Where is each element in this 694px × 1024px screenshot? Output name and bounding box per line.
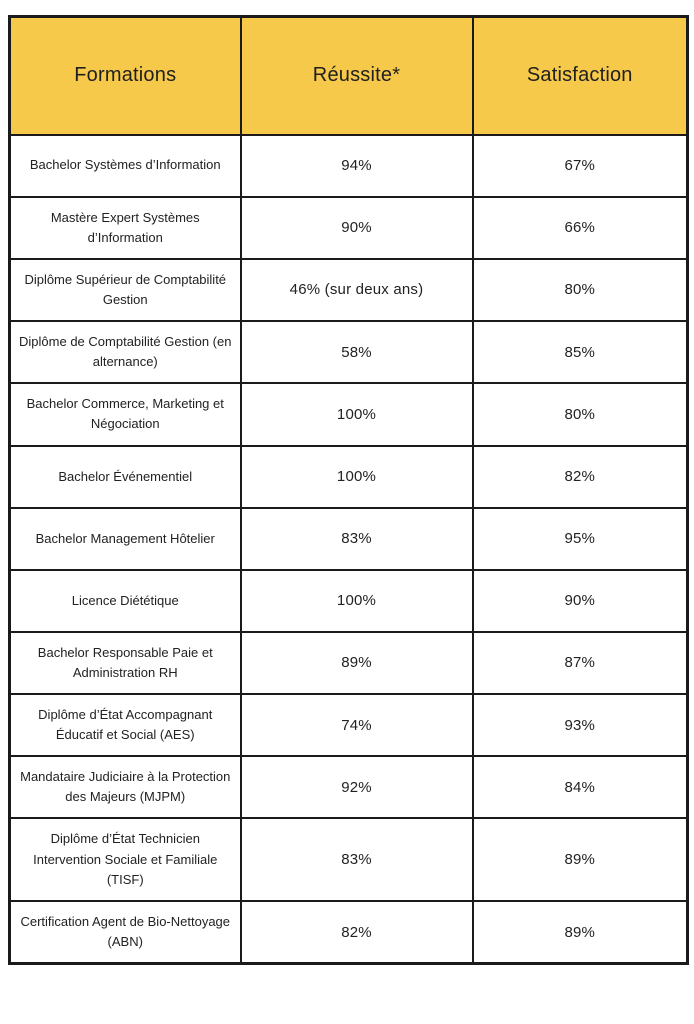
reussite-cell: 94% (241, 135, 473, 197)
table-row (10, 632, 688, 694)
formation-cell: Mastère Expert Systèmes d’Information (10, 197, 241, 259)
satisfaction-cell: 87% (473, 632, 688, 694)
satisfaction-cell: 85% (473, 321, 688, 383)
satisfaction-cell: 80% (473, 259, 688, 321)
column-header-formations: Formations (10, 17, 241, 135)
table-row (10, 508, 688, 570)
formation-cell: Diplôme Supérieur de Comptabilité Gestion (10, 259, 241, 321)
table-row (10, 383, 688, 445)
reussite-cell: 100% (241, 383, 473, 445)
table-header (10, 17, 688, 135)
reussite-cell: 82% (241, 901, 473, 964)
reussite-cell: 100% (241, 570, 473, 632)
table-row (10, 901, 688, 964)
table-row (10, 570, 688, 632)
table-row (10, 756, 688, 818)
satisfaction-cell: 66% (473, 197, 688, 259)
formation-cell: Licence Diététique (10, 570, 241, 632)
satisfaction-cell: 84% (473, 756, 688, 818)
formation-cell: Bachelor Événementiel (10, 446, 241, 508)
reussite-cell: 90% (241, 197, 473, 259)
formation-cell: Diplôme d’État Accompagnant Éducatif et Social (AES) (10, 694, 241, 756)
reussite-cell: 46% (sur deux ans) (241, 259, 473, 321)
table-body (10, 135, 688, 964)
formation-cell: Bachelor Management Hôtelier (10, 508, 241, 570)
formation-cell: Certification Agent de Bio-Nettoyage (ABN) (10, 901, 241, 964)
formation-cell: Mandataire Judiciaire à la Protection des Majeurs (MJPM) (10, 756, 241, 818)
satisfaction-cell: 89% (473, 901, 688, 964)
reussite-cell: 89% (241, 632, 473, 694)
table-row (10, 259, 688, 321)
formation-cell: Diplôme d’État Technicien Intervention Sociale et Familiale (TISF) (10, 818, 241, 900)
reussite-cell: 92% (241, 756, 473, 818)
formation-cell: Bachelor Systèmes d’Information (10, 135, 241, 197)
table-header-row (10, 17, 688, 135)
reussite-cell: 100% (241, 446, 473, 508)
formation-cell: Bachelor Responsable Paie et Administration RH (10, 632, 241, 694)
table-row (10, 321, 688, 383)
satisfaction-cell: 67% (473, 135, 688, 197)
table-row (10, 446, 688, 508)
column-header-satisfaction: Satisfaction (473, 17, 688, 135)
satisfaction-cell: 80% (473, 383, 688, 445)
reussite-cell: 83% (241, 818, 473, 900)
table-row (10, 694, 688, 756)
reussite-cell: 83% (241, 508, 473, 570)
table-row (10, 818, 688, 900)
satisfaction-cell: 93% (473, 694, 688, 756)
table-row (10, 135, 688, 197)
formation-cell: Diplôme de Comptabilité Gestion (en alternance) (10, 321, 241, 383)
formation-cell: Bachelor Commerce, Marketing et Négociation (10, 383, 241, 445)
reussite-cell: 74% (241, 694, 473, 756)
satisfaction-cell: 82% (473, 446, 688, 508)
satisfaction-cell: 89% (473, 818, 688, 900)
satisfaction-cell: 90% (473, 570, 688, 632)
column-header-reussite: Réussite* (241, 17, 473, 135)
table-row (10, 197, 688, 259)
results-table (8, 15, 689, 965)
satisfaction-cell: 95% (473, 508, 688, 570)
reussite-cell: 58% (241, 321, 473, 383)
